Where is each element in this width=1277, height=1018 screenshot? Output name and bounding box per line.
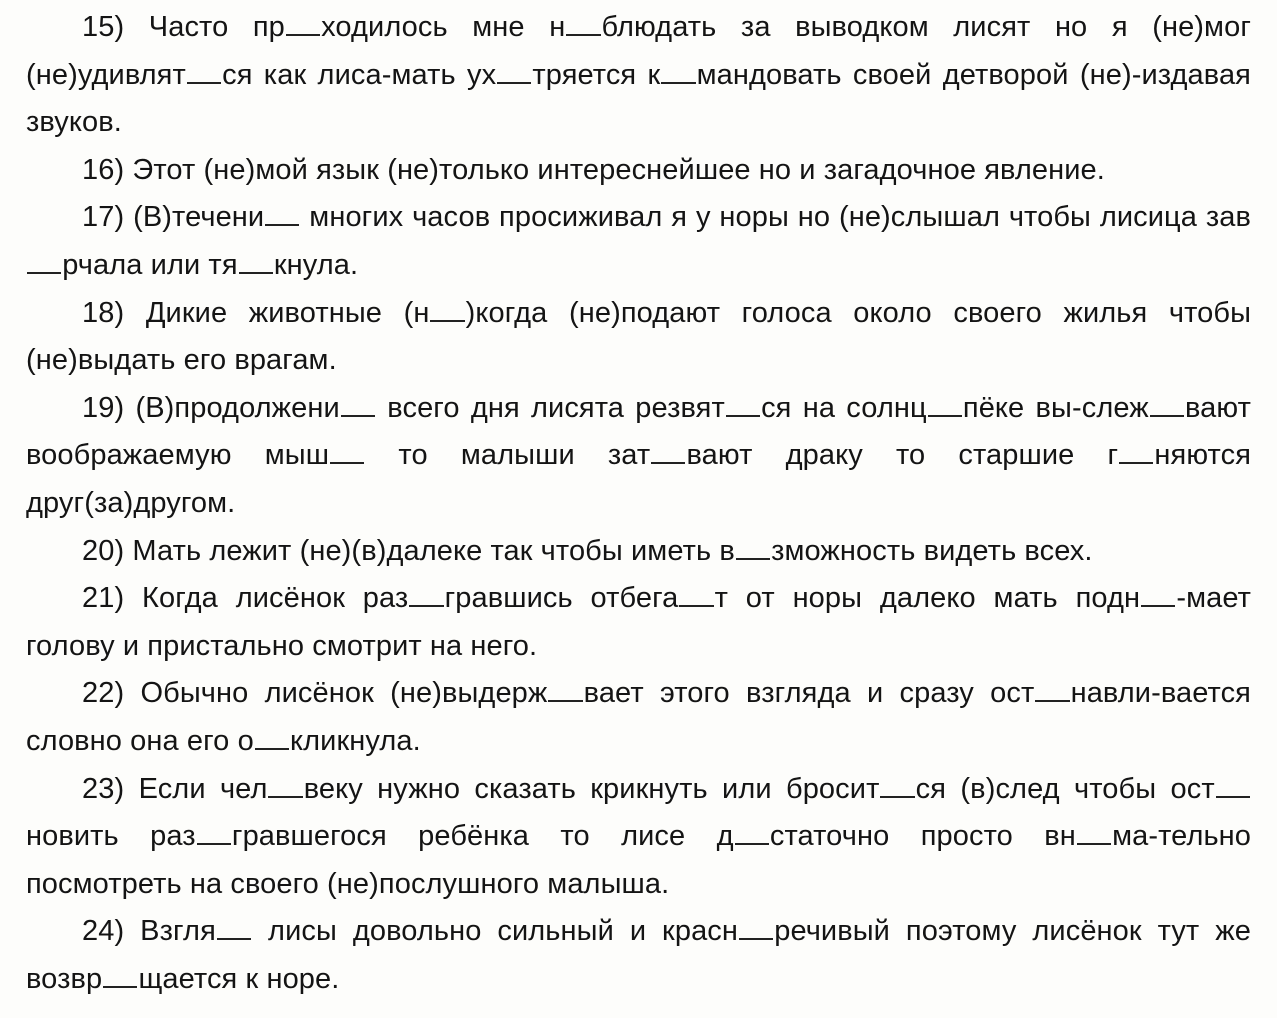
letter-blank[interactable] <box>679 583 713 608</box>
exercise-text-fragment: Этот (не)мой язык (не)только интереснейшее но и загадочное явление. <box>132 153 1105 186</box>
letter-blank[interactable] <box>268 773 302 798</box>
letter-blank[interactable] <box>430 297 464 322</box>
exercise-text-fragment: лисы довольно сильный и красн <box>252 915 739 948</box>
exercise-text-fragment: то малыши зат <box>365 439 651 472</box>
exercise-text-fragment: (В)продолжени <box>135 391 340 424</box>
letter-blank[interactable] <box>651 440 685 465</box>
letter-blank[interactable] <box>726 392 760 417</box>
exercise-text-fragment: -мает голову и пристально смотрит на него. <box>26 582 1252 662</box>
letter-blank[interactable] <box>255 725 289 750</box>
exercise-text-fragment: статочно просто вн <box>769 820 1076 853</box>
letter-blank[interactable] <box>187 59 221 84</box>
exercise-text-fragment: (В)течени <box>133 201 265 234</box>
exercise-item <box>26 575 1251 670</box>
letter-blank[interactable] <box>1119 440 1153 465</box>
letter-blank[interactable] <box>1035 678 1069 703</box>
exercise-text-fragment: многих часов просиживал я у норы но (не)слышал чтобы лисица зав <box>300 201 1251 234</box>
letter-blank[interactable] <box>880 773 914 798</box>
exercise-text-fragment: тряется к <box>532 58 661 91</box>
exercise-text-fragment: речивый поэтому лисёнок тут же возвр <box>26 915 1251 995</box>
exercise-text-fragment: вает этого взгляда и сразу ост <box>583 677 1035 710</box>
exercise-number: 20) <box>82 534 125 567</box>
exercise-text-fragment: всего дня лисята резвят <box>376 391 725 424</box>
letter-blank[interactable] <box>736 535 770 560</box>
exercise-number: 21) <box>82 582 125 615</box>
exercise-text-fragment: кликнула. <box>290 724 421 757</box>
letter-blank[interactable] <box>739 916 773 941</box>
exercise-text-fragment: ся как лиса-мать ух <box>222 58 497 91</box>
exercise-text-fragment: ма-тельно посмотреть на своего (не)послушного малыша. <box>26 820 1252 900</box>
exercise-text-fragment: гравшегося ребёнка то лисе д <box>231 820 734 853</box>
exercise-text-fragment: гравшись отбега <box>444 582 679 615</box>
exercise-text-fragment: зможность видеть всех. <box>771 534 1093 567</box>
exercise-text-fragment: няются друг(за)другом. <box>26 439 1251 519</box>
exercise-item <box>26 4 1251 147</box>
exercise-item <box>26 528 1251 576</box>
exercise-item <box>26 766 1251 909</box>
letter-blank[interactable] <box>1150 392 1184 417</box>
letter-blank[interactable] <box>1077 820 1111 845</box>
exercise-text-fragment: навли-вается словно она его о <box>26 677 1251 757</box>
letter-blank[interactable] <box>27 249 61 274</box>
exercise-text-fragment: пёке вы-слеж <box>962 391 1149 424</box>
letter-blank[interactable] <box>735 820 769 845</box>
letter-blank[interactable] <box>1216 773 1250 798</box>
exercise-text-fragment: блюдать за выводком лисят но я (не)мог (не)удивлят <box>26 11 1251 91</box>
exercise-list <box>26 4 1251 1003</box>
exercise-item <box>26 670 1251 765</box>
exercise-text-fragment: Обычно лисёнок (не)выдерж <box>140 677 548 710</box>
exercise-text-fragment: Часто пр <box>148 11 285 43</box>
exercise-item <box>26 290 1251 385</box>
exercise-text-fragment: мандовать своей детворой (не)-издавая звуков. <box>26 58 1251 139</box>
exercise-number: 23) <box>82 772 125 805</box>
exercise-text-fragment: Взгля <box>140 915 216 948</box>
letter-blank[interactable] <box>566 11 600 36</box>
exercise-number: 18) <box>82 296 125 329</box>
exercise-number: 17) <box>82 201 125 234</box>
letter-blank[interactable] <box>1141 583 1175 608</box>
letter-blank[interactable] <box>548 678 582 703</box>
letter-blank[interactable] <box>239 249 273 274</box>
exercise-item <box>26 194 1251 289</box>
exercise-text-fragment: щается к норе. <box>138 962 340 995</box>
letter-blank[interactable] <box>330 440 364 465</box>
letter-blank[interactable] <box>217 916 251 941</box>
exercise-item <box>26 385 1251 528</box>
letter-blank[interactable] <box>197 820 231 845</box>
exercise-text-fragment: Мать лежит (не)(в)далеке так чтобы иметь в <box>132 534 735 567</box>
exercise-number: 15) <box>82 11 125 43</box>
letter-blank[interactable] <box>103 963 137 988</box>
exercise-text-fragment: ся на солнц <box>761 391 927 424</box>
exercise-number: 19) <box>82 391 125 424</box>
letter-blank[interactable] <box>286 11 320 36</box>
exercise-text-fragment: Дикие животные (н <box>145 296 430 329</box>
exercise-text-fragment: кнула. <box>273 248 359 281</box>
exercise-item <box>26 147 1251 195</box>
letter-blank[interactable] <box>661 59 695 84</box>
letter-blank[interactable] <box>409 583 443 608</box>
exercise-item <box>26 908 1251 1003</box>
letter-blank[interactable] <box>341 392 375 417</box>
exercise-text-fragment: веку нужно сказать крикнуть или бросит <box>303 772 880 805</box>
exercise-text-fragment: ся (в)след чтобы ост <box>915 772 1215 805</box>
exercise-text-fragment: рчала или тя <box>62 248 238 281</box>
exercise-number: 22) <box>82 677 125 710</box>
exercise-text-fragment: ходилось мне н <box>321 11 566 43</box>
exercise-text-fragment: новить раз <box>26 820 196 853</box>
exercise-text-fragment: Если чел <box>138 772 268 805</box>
exercise-text-fragment: т от норы далеко мать подн <box>714 582 1141 615</box>
letter-blank[interactable] <box>265 202 299 227</box>
exercise-number: 16) <box>82 153 125 186</box>
exercise-text-fragment: вают воображаемую мыш <box>26 391 1251 472</box>
exercise-text-fragment: )когда (не)подают голоса около своего жилья чтобы (не)выдать его врагам. <box>26 296 1252 377</box>
exercise-number: 24) <box>82 915 125 948</box>
letter-blank[interactable] <box>928 392 962 417</box>
exercise-text-fragment: вают драку то старшие г <box>686 439 1119 472</box>
letter-blank[interactable] <box>497 59 531 84</box>
exercise-text-fragment: Когда лисёнок раз <box>142 582 409 615</box>
